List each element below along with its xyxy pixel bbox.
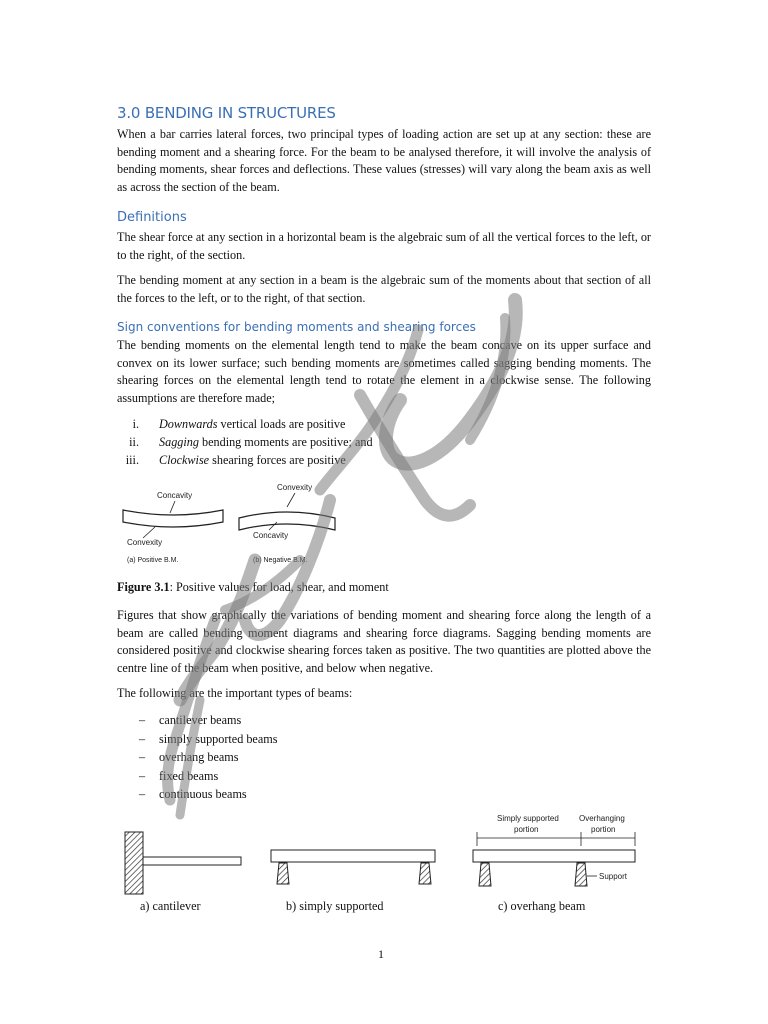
- concavity-label-negative: Concavity: [253, 531, 289, 540]
- section-heading: 3.0 BENDING IN STRUCTURES: [117, 104, 336, 122]
- list-item: – cantilever beams: [139, 713, 242, 727]
- diagrams-paragraph: Figures that show graphically the variations of bending moment and shearing force along the length of a beam are called bending moment diagrams and shearing force diagrams. Sagging bending moments are considered positive and clockwise shearing forces taken as positive. The two quantities are plotted above the centre line of the beam when positive, and below when negative.: [117, 608, 651, 675]
- list-item: – overhang beams: [139, 750, 239, 764]
- list-item: – continuous beams: [139, 787, 247, 801]
- definitions-heading: Definitions: [117, 210, 187, 225]
- concavity-label-positive: Concavity: [157, 491, 193, 500]
- negative-bm-label: (b) Negative B.M.: [253, 557, 308, 564]
- simply-supported-portion-label-2: portion: [514, 825, 539, 834]
- cantilever-label: a) cantilever: [140, 899, 201, 913]
- list-item: – simply supported beams: [139, 731, 278, 746]
- simply-supported-label: b) simply supported: [286, 899, 384, 913]
- page-number: 1: [378, 947, 384, 961]
- overhanging-portion-label: Overhanging: [579, 814, 625, 823]
- positive-bm-label: (a) Positive B.M.: [127, 557, 179, 564]
- beam-types-intro: The following are the important types of beams:: [117, 686, 353, 700]
- simply-supported-beam: [271, 850, 435, 884]
- intro-paragraph: When a bar carries lateral forces, two principal types of loading action are set up at any section: these are bending moment and a shearing force. For the beam to be analysed therefore, it will involve the analysis of bending moments, shear forces and deflections. These values (stresses) will vary along the beam axis as well as across the section of the beam.: [117, 127, 651, 194]
- convexity-label-negative: Convexity: [277, 483, 313, 492]
- bending-moment-sign-figure: [117, 478, 339, 570]
- support-label: Support: [599, 872, 628, 881]
- sagging-beam: [123, 510, 223, 527]
- hogging-beam: [239, 512, 335, 530]
- overhanging-portion-label-2: portion: [591, 825, 616, 834]
- beam-types-list: [117, 711, 277, 804]
- simply-supported-portion-label: Simply supported: [497, 814, 559, 823]
- sign-conventions-paragraph: The bending moments on the elemental length tend to make the beam concave on its upper surface and convex on its lower surface; such bending moments are sometimes called sagging bending moments. The shearing forces on the elemental length tend to rotate the element in a clockwise sense. The following assumptions are therefore made;: [117, 338, 651, 405]
- overhang-beam: [473, 814, 635, 886]
- shear-force-definition: The shear force at any section in a horizontal beam is the algebraic sum of all the vertical forces to the left, or to the right, of the section.: [117, 230, 651, 262]
- overhang-label: c) overhang beam: [498, 899, 586, 913]
- list-item: – fixed beams: [139, 768, 219, 783]
- list-item: ii. Sagging bending moments are positive; and: [129, 435, 373, 449]
- figure-caption: Figure 3.1: Positive values for load, shear, and moment: [117, 580, 389, 594]
- bending-moment-definition: The bending moment at any section in a beam is the algebraic sum of the moments about that section of all the forces to the left, or to the right, of that section.: [117, 273, 651, 305]
- beam-types-figure: [117, 810, 647, 896]
- assumptions-list: [117, 415, 373, 469]
- cantilever-beam: [125, 832, 241, 894]
- convexity-label-positive: Convexity: [127, 538, 163, 547]
- list-item: i. Downwards vertical loads are positive: [132, 417, 346, 431]
- list-item: iii. Clockwise shearing forces are positive: [125, 453, 346, 467]
- sign-conventions-heading: Sign conventions for bending moments and shearing forces: [117, 320, 476, 334]
